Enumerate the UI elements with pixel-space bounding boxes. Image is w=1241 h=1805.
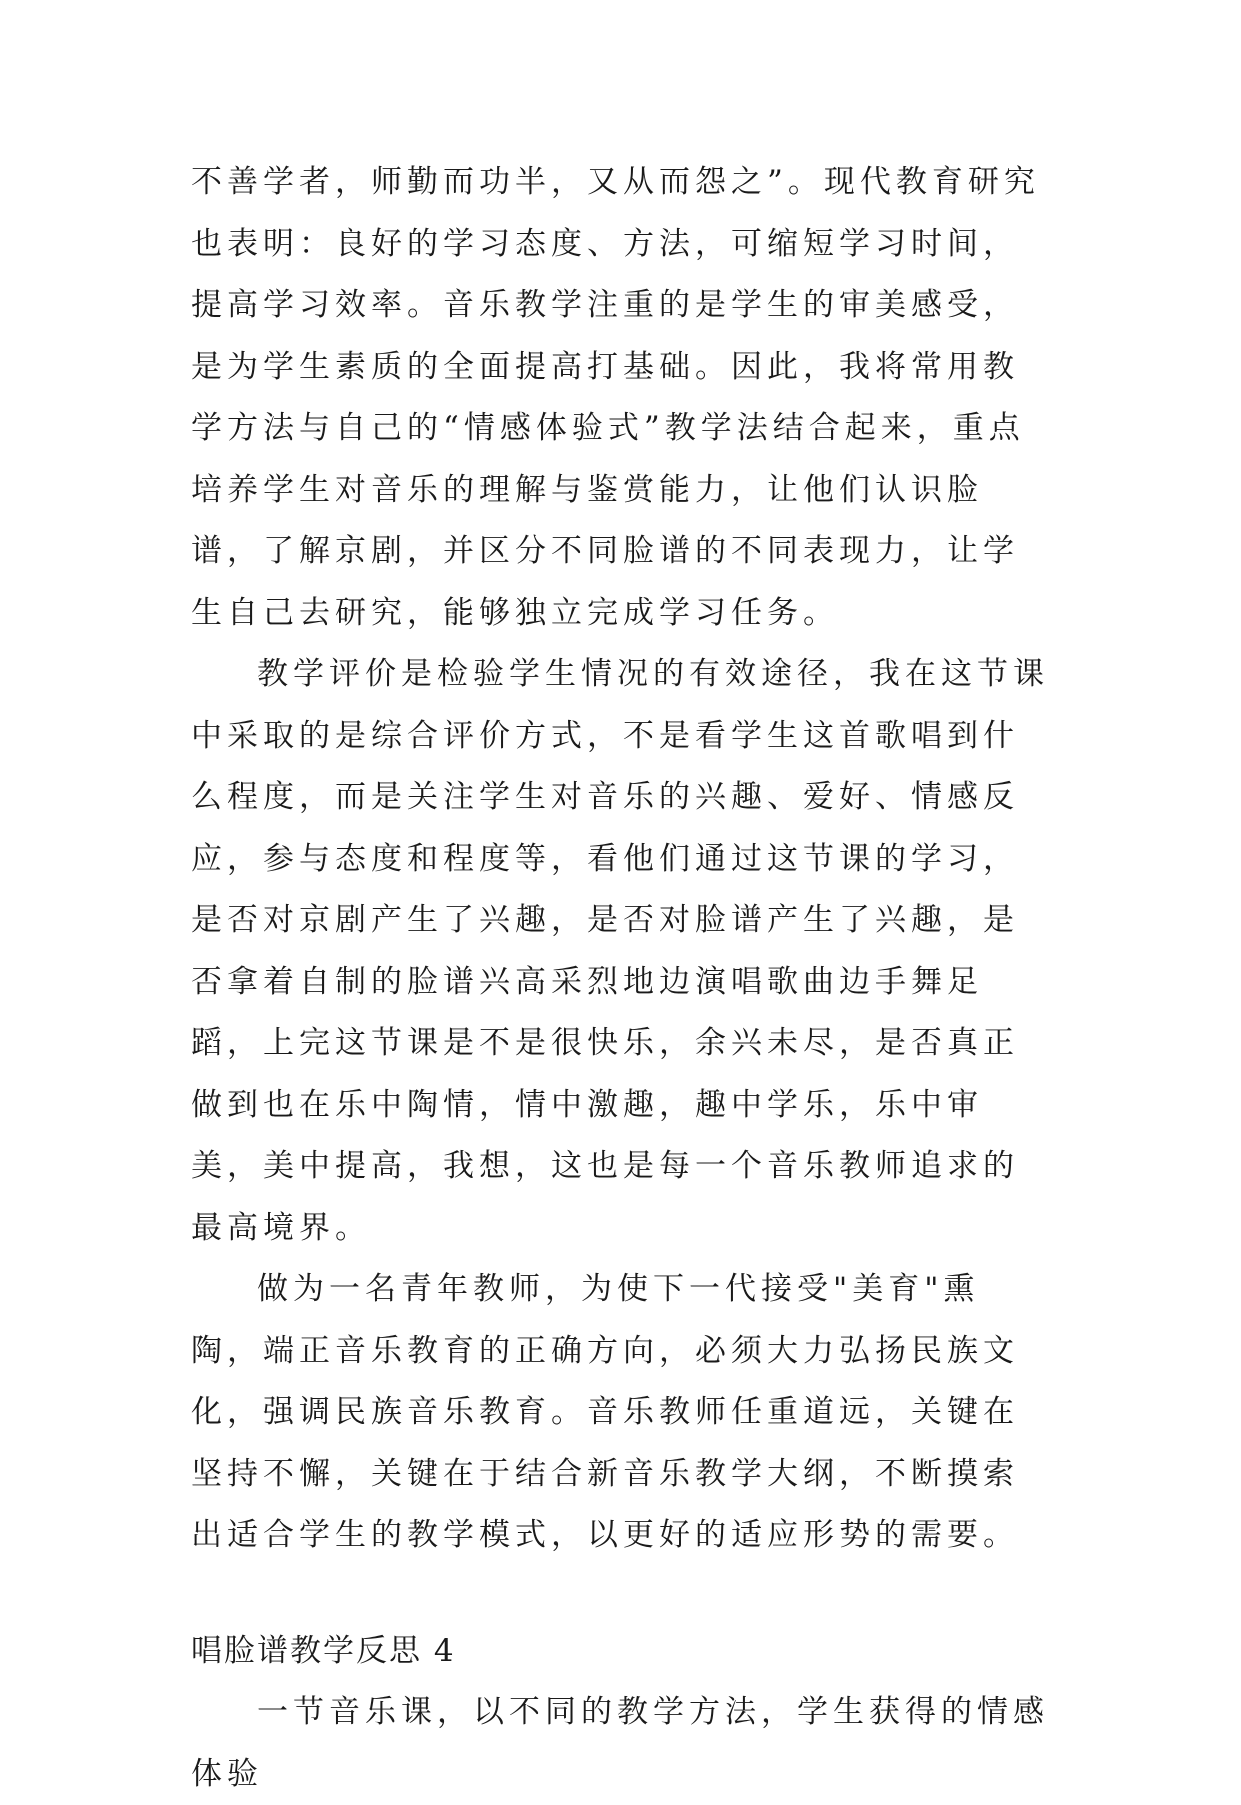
paragraph-4: 一节音乐课，以不同的教学方法，学生获得的情感体验 xyxy=(191,1694,1049,1792)
section-heading: 唱脸谱教学反思 4 xyxy=(191,1632,456,1669)
section-spacer xyxy=(191,1567,1051,1621)
paragraph-1: 不善学者，师勤而功半，又从而怨之”。现代教育研究也表明：良好的学习态度、方法，可缩短学习时间，提高学习效率。音乐教学注重的是学生的审美感受，是为学生素质的全面提高打基础。因此，我将常用教学方法与自己的“情感体验式”教学法结合起来，重点培养学生对音乐的理解与鉴赏能力，让他们认识脸谱，了解京剧，并区分不同脸谱的不同表现力，让学生自己去研究，能够独立完成学习任务。 xyxy=(191,164,1040,631)
paragraph-3: 做为一名青年教师，为使下一代接受"美育"熏陶，端正音乐教育的正确方向，必须大力弘扬民族文化，强调民族音乐教育。音乐教师任重道远，关键在坚持不懈，关键在于结合新音乐教学大纲，不断摸索出适合学生的教学模式，以更好的适应形势的需要。 xyxy=(191,1271,1019,1553)
document-body xyxy=(191,152,1051,1805)
paragraph-2: 教学评价是检验学生情况的有效途径，我在这节课中采取的是综合评价方式，不是看学生这首歌唱到什么程度，而是关注学生对音乐的兴趣、爱好、情感反应，参与态度和程度等，看他们通过这节课的学习，是否对京剧产生了兴趣，是否对脸谱产生了兴趣，是否拿着自制的脸谱兴高采烈地边演唱歌曲边手舞足蹈，上完这节课是不是很快乐，余兴未尽，是否真正做到也在乐中陶情，情中激趣，趣中学乐，乐中审美，美中提高，我想，这也是每一个音乐教师追求的最高境界。 xyxy=(191,656,1049,1246)
